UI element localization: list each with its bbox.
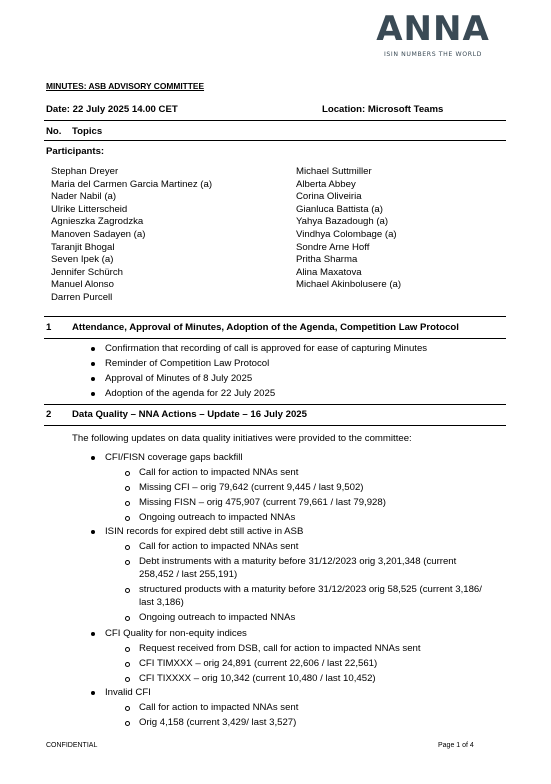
doc-title: MINUTES: ASB ADVISORY COMMITTEE [46, 81, 205, 91]
bullet-icon [91, 456, 95, 460]
list-item: Call for action to impacted NNAs sent [139, 702, 298, 717]
participant: Vindhya Colombage (a) [296, 228, 397, 240]
participant: Sondre Arne Hoff [296, 241, 370, 253]
participant: Darren Purcell [51, 291, 113, 303]
logo-wordmark: ANNA [376, 9, 490, 49]
list-item-continuation: last 3,186) [139, 597, 184, 608]
divider [44, 140, 506, 141]
bullet-icon [91, 362, 95, 366]
participant: Taranjit Bhogal [51, 241, 115, 253]
sub-bullet-icon [125, 560, 130, 565]
participants-list-left [51, 166, 212, 305]
footer-page-number: Page 1 of 4 [438, 742, 474, 749]
divider [44, 338, 506, 339]
sub-bullet-icon [125, 647, 130, 652]
participant: Alina Maxatova [296, 266, 362, 278]
footer-confidential: CONFIDENTIAL [46, 742, 98, 749]
list-item: Ongoing outreach to impacted NNAs [139, 512, 386, 527]
list-item: CFI TIXXXX – orig 10,342 (current 10,480 / last 10,452) [139, 673, 421, 688]
sub-bullet-icon [125, 471, 130, 476]
sub-bullet-icon [125, 545, 130, 550]
divider [44, 425, 506, 426]
list-item: Orig 4,158 (current 3,429/ last 3,527) [139, 717, 298, 732]
participant: Gianluca Battista (a) [296, 203, 383, 215]
section-1-title: Attendance, Approval of Minutes, Adoption of the Agenda, Competition Law Protocol [72, 322, 459, 333]
group-cfi-non-equity-items [139, 643, 421, 688]
list-item: structured products with a maturity before 31/12/2023 orig 58,525 (current 3,186/ [139, 584, 482, 597]
list-item: Call for action to impacted NNAs sent [139, 467, 386, 482]
group-cfi-fisn-items [139, 467, 386, 527]
participant: Nader Nabil (a) [51, 191, 117, 203]
sub-bullet-icon [125, 588, 130, 593]
bullet-icon [91, 691, 95, 695]
group-expired-debt [105, 526, 303, 541]
list-item: Confirmation that recording of call is approved for ease of capturing Minutes [105, 343, 427, 358]
meeting-date: Date: 22 July 2025 14.00 CET [46, 104, 178, 115]
participant: Michael Suttmiller [296, 166, 372, 177]
list-item: Missing CFI – orig 79,642 (current 9,445 / last 9,502) [139, 482, 386, 497]
list-item: CFI/FISN coverage gaps backfill [105, 452, 243, 467]
participant: Michael Akinbolusere (a) [296, 279, 402, 291]
sub-bullet-icon [125, 516, 130, 521]
anna-logo [368, 9, 498, 60]
list-item: Ongoing outreach to impacted NNAs [139, 612, 482, 627]
sub-bullet-icon [125, 501, 130, 506]
logo-tagline: ISIN NUMBERS THE WORLD [383, 51, 483, 58]
bullet-icon [91, 347, 95, 351]
sub-bullet-icon [125, 721, 130, 726]
divider [44, 120, 506, 121]
participant: Manuel Alonso [51, 279, 114, 291]
list-item-continuation: 258,452 / last 255,191) [139, 569, 238, 580]
participant: Maria del Carmen Garcia Martinez (a) [51, 178, 213, 190]
list-item: ISIN records for expired debt still active in ASB [105, 526, 303, 541]
group-expired-debt-items [139, 541, 482, 627]
header-no: No. [46, 126, 62, 137]
sub-bullet-icon [125, 706, 130, 711]
section-2-number: 2 [46, 409, 52, 420]
sub-bullet-icon [125, 616, 130, 621]
bullet-icon [91, 377, 95, 381]
participant: Agnieszka Zagrodzka [51, 216, 144, 228]
list-item: Reminder of Competition Law Protocol [105, 358, 427, 373]
list-item: Approval of Minutes of 8 July 2025 [105, 373, 427, 388]
group-invalid-cfi-items [139, 702, 298, 732]
bullet-icon [91, 530, 95, 534]
header-topics: Topics [72, 126, 103, 137]
participant: Jennifer Schürch [51, 266, 123, 278]
participant: Alberta Abbey [296, 178, 356, 190]
group-cfi-non-equity [105, 628, 247, 643]
list-item: Call for action to impacted NNAs sent [139, 541, 482, 556]
bullet-icon [91, 392, 95, 396]
sub-bullet-icon [125, 662, 130, 667]
participant: Corina Oliveiria [296, 191, 362, 203]
sub-bullet-icon [125, 486, 130, 491]
participants-list-right [296, 166, 401, 292]
section-2-intro: The following updates on data quality initiatives were provided to the committee: [72, 433, 412, 444]
participant: Pritha Sharma [296, 254, 358, 266]
participant: Manoven Sadayen (a) [51, 228, 146, 240]
bullet-icon [91, 632, 95, 636]
divider [44, 404, 506, 405]
section-1-number: 1 [46, 322, 52, 333]
section-1-bullets [105, 343, 427, 403]
list-item: Missing FISN – orig 475,907 (current 79,661 / last 79,928) [139, 497, 386, 512]
list-item: Invalid CFI [105, 687, 151, 702]
group-invalid-cfi [105, 687, 151, 702]
list-item: CFI TIMXXX – orig 24,891 (current 22,606 / last 22,561) [139, 658, 421, 673]
participant: Seven Ipek (a) [51, 254, 114, 266]
participant: Stephan Dreyer [51, 166, 119, 177]
list-item: Debt instruments with a maturity before 31/12/2023 orig 3,201,348 (current [139, 556, 482, 569]
meeting-location: Location: Microsoft Teams [322, 104, 444, 115]
list-item: Adoption of the agenda for 22 July 2025 [105, 388, 427, 403]
participants-label: Participants: [46, 146, 105, 157]
sub-bullet-icon [125, 677, 130, 682]
group-cfi-fisn [105, 452, 243, 467]
list-item: Request received from DSB, call for action to impacted NNAs sent [139, 643, 421, 658]
participant: Ulrike Litterscheid [51, 203, 128, 215]
participant: Yahya Bazadough (a) [296, 216, 389, 228]
list-item: CFI Quality for non-equity indices [105, 628, 247, 643]
divider [44, 316, 506, 317]
section-2-title: Data Quality – NNA Actions – Update – 16 July 2025 [72, 409, 307, 420]
